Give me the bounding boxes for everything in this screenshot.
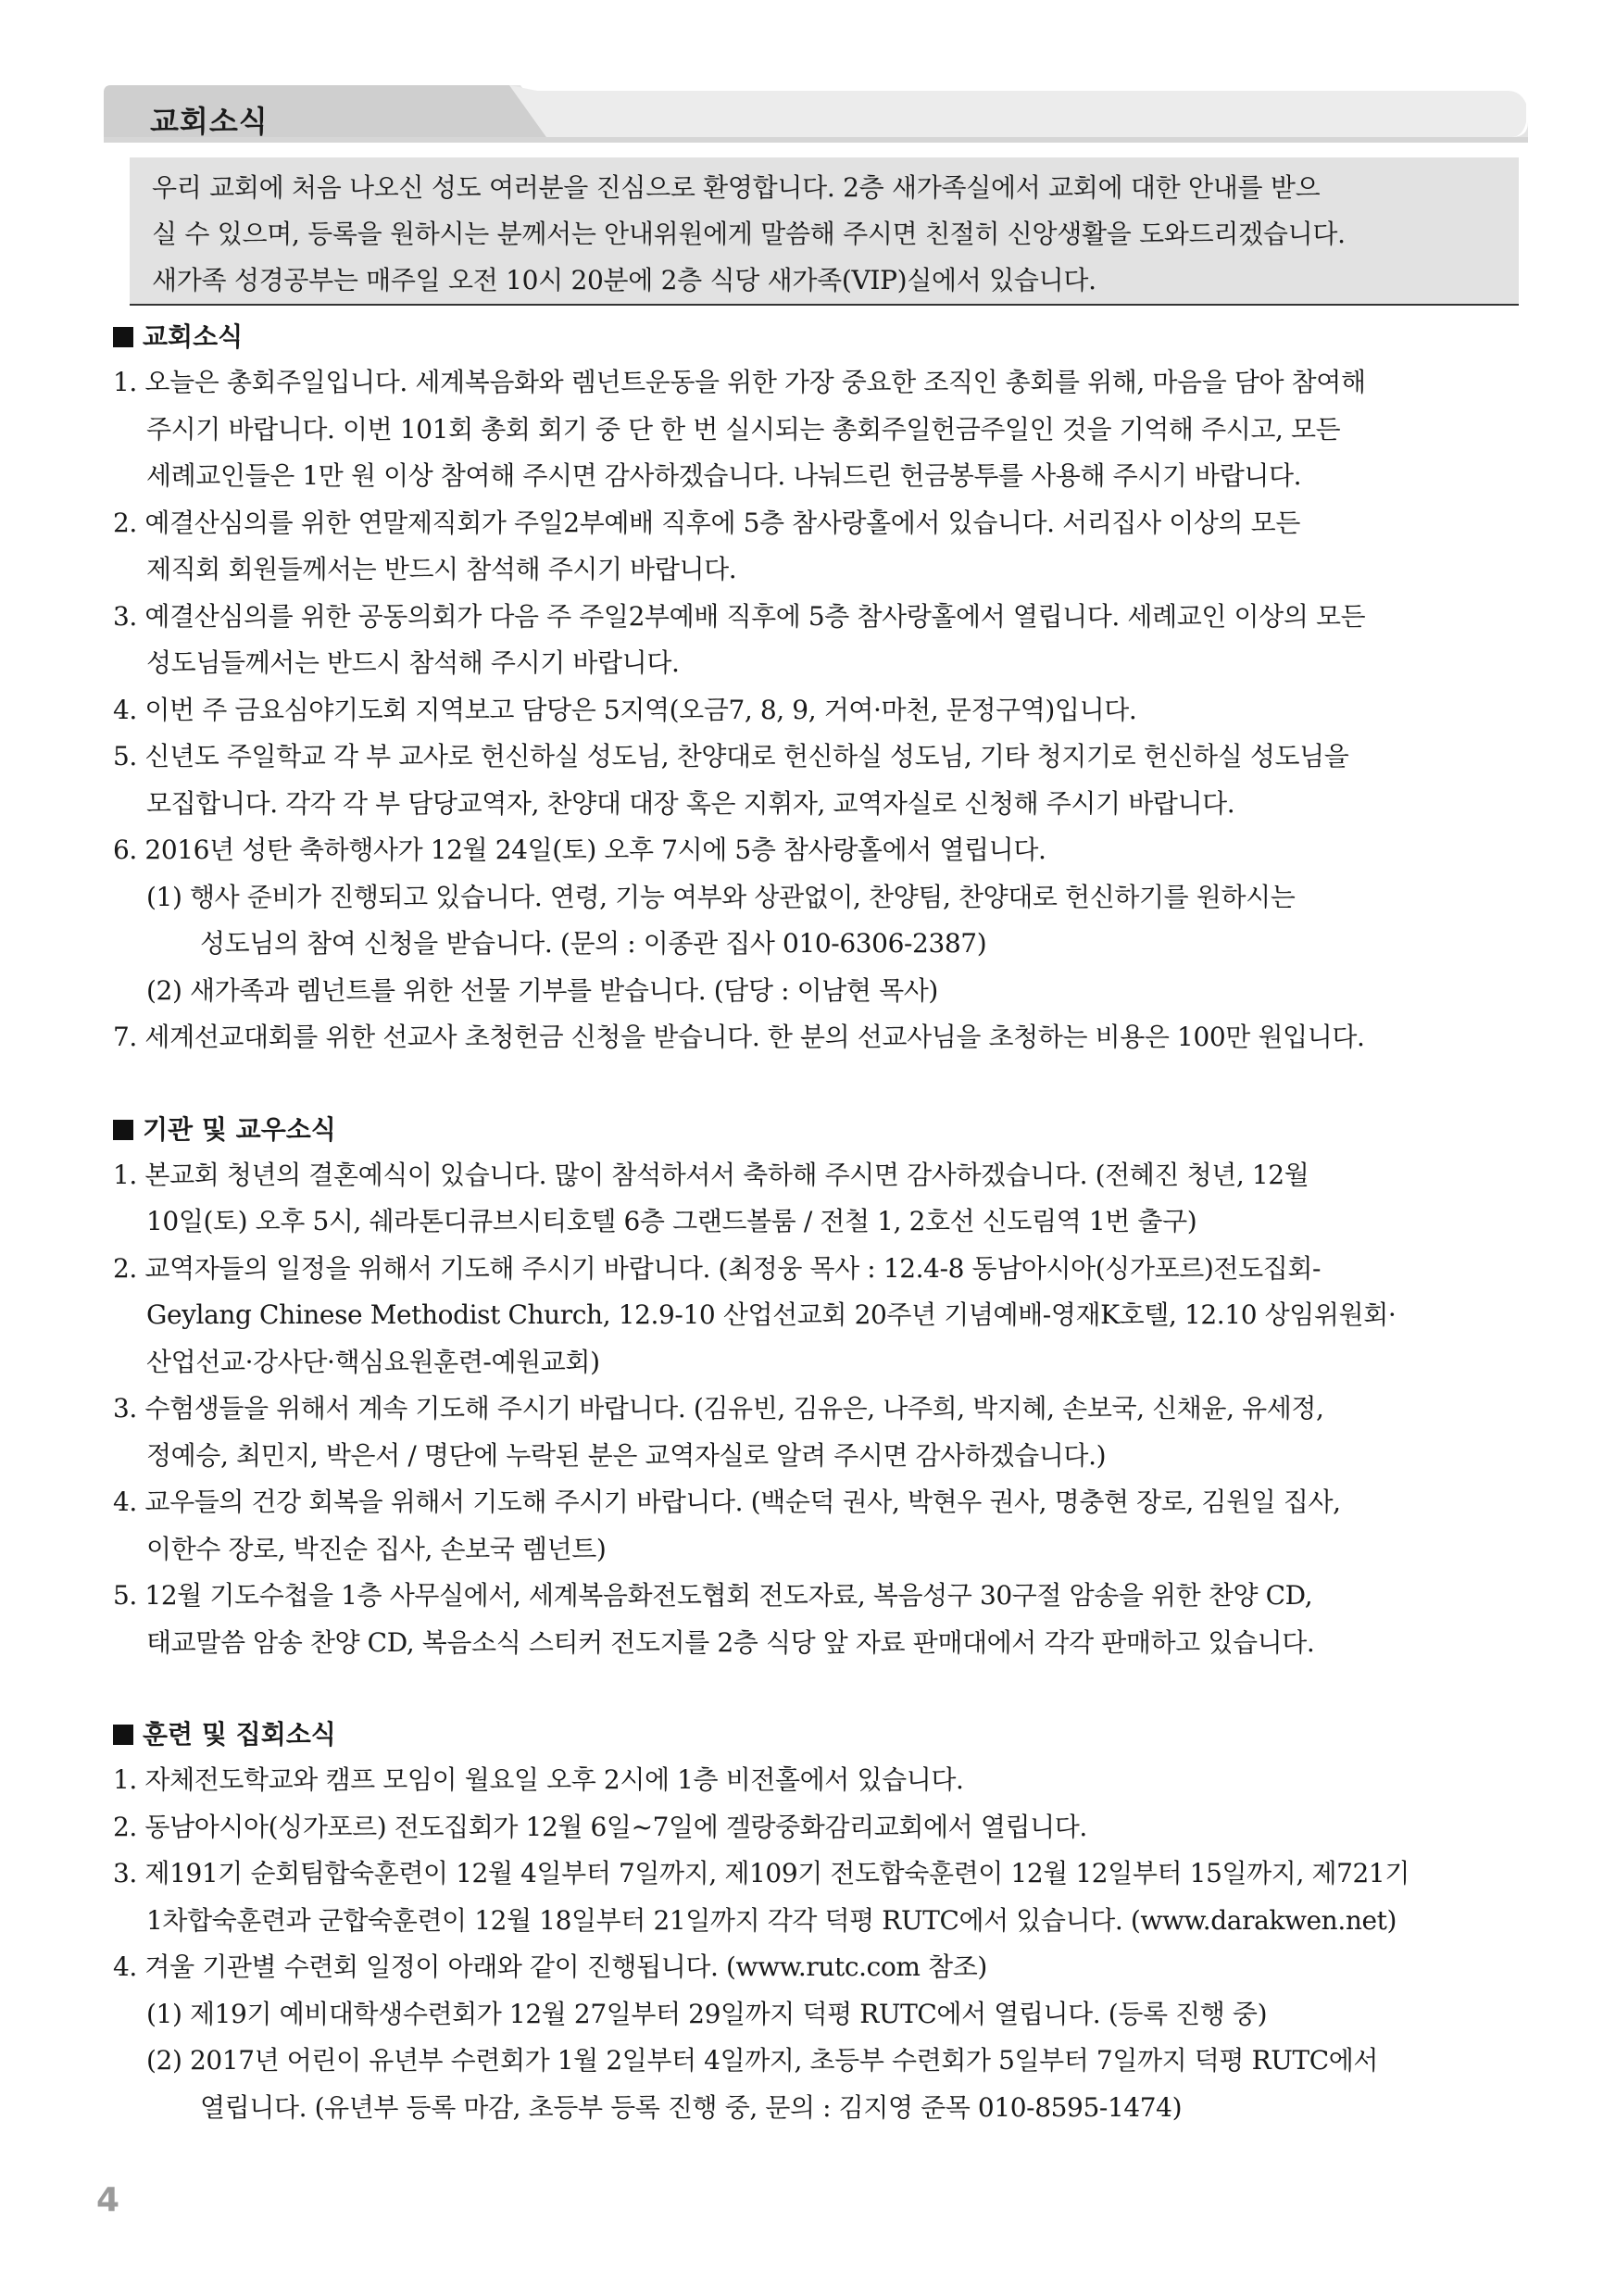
list-item-continuation: 1차합숙훈련과 군합숙훈련이 12월 18일부터 21일까지 각각 덕평 RUTC에서 있습니다. (www.darakwen.net) [146, 1904, 1397, 1936]
section-header-organization-news [113, 1108, 1521, 1152]
list-item: 1. 오늘은 총회주일입니다. 세계복음화와 렘넌트운동을 위한 가장 중요한 조직인 총회를 위해, 마음을 담아 참여해 [113, 367, 1366, 397]
list-item-continuation: 정예승, 최민지, 박은서 / 명단에 누락된 분은 교역자실로 알려 주시면 감사하겠습니다.) [146, 1439, 1107, 1471]
section-tab-header [104, 85, 1528, 148]
tab-shape [104, 85, 1528, 148]
list-item: 6. 2016년 성탄 축하행사가 12월 24일(토) 오후 7시에 5층 참사랑홀에서 열립니다. [113, 834, 1046, 865]
welcome-box [130, 157, 1519, 306]
list-item: 5. 신년도 주일학교 각 부 교사로 헌신하실 성도님, 찬양대로 헌신하실 성도님, 기타 청지기로 헌신하실 성도님을 [113, 741, 1349, 772]
bullet-square-icon [113, 327, 133, 347]
list-item-continuation: 주시기 바랍니다. 이번 101회 총회 회기 중 단 한 번 실시되는 총회주일헌금주일인 것을 기억해 주시고, 모든 [146, 413, 1341, 445]
list-item-continuation: 이한수 장로, 박진순 집사, 손보국 렘넌트) [146, 1533, 607, 1564]
list-item-continuation: 산업선교·강사단·핵심요원훈련-예원교회) [146, 1346, 600, 1377]
list-item: 3. 제191기 순회팀합숙훈련이 12월 4일부터 7일까지, 제109기 전도합숙훈련이 12월 12일부터 15일까지, 제721기 [113, 1858, 1409, 1888]
list-item: 2. 교역자들의 일정을 위해서 기도해 주시기 바랍니다. (최정웅 목사 : 12.4-8 동남아시아(싱가포르)전도집회- [113, 1252, 1322, 1284]
section-title: 기관 및 교우소식 [143, 1113, 336, 1145]
page-title: 교회소식 [150, 104, 269, 139]
list-item-continuation: 세례교인들은 1만 원 이상 참여해 주시면 감사하겠습니다. 나눠드린 헌금봉투를 사용해 주시기 바랍니다. [146, 460, 1302, 491]
section-title: 교회소식 [143, 321, 244, 352]
section-title: 훈련 및 집회소식 [143, 1719, 336, 1750]
section-header-training-news [113, 1713, 1521, 1757]
bullet-square-icon [113, 1120, 133, 1140]
sub-list-item: (2) 2017년 어린이 유년부 수련회가 1월 2일부터 4일까지, 초등부 수련회가 5일부터 7일까지 덕평 RUTC에서 [146, 2045, 1379, 2076]
list-item-continuation: 제직회 회원들께서는 반드시 참석해 주시기 바랍니다. [146, 554, 737, 584]
list-item: 7. 세계선교대회를 위한 선교사 초청헌금 신청을 받습니다. 한 분의 선교사님을 초청하는 비용은 100만 원입니다. [113, 1022, 1365, 1052]
list-item-continuation: 10일(토) 오후 5시, 쉐라톤디큐브시티호텔 6층 그랜드볼룸 / 전철 1, 2호선 신도림역 1번 출구) [146, 1206, 1197, 1236]
sub-list-item: (1) 제19기 예비대학생수련회가 12월 27일부터 29일까지 덕평 RUTC에서 열립니다. (등록 진행 중) [146, 1998, 1268, 2029]
list-item-continuation: 모집합니다. 각각 각 부 담당교역자, 찬양대 대장 혹은 지휘자, 교역자실로 신청해 주시기 바랍니다. [146, 787, 1235, 819]
list-item: 2. 예결산심의를 위한 연말제직회가 주일2부예배 직후에 5층 참사랑홀에서 있습니다. 서리집사 이상의 모든 [113, 507, 1300, 538]
welcome-line: 새가족 성경공부는 매주일 오전 10시 20분에 2층 식당 새가족(VIP)실에서 있습니다. [152, 265, 1096, 295]
list-item-continuation: 태교말씀 암송 찬양 CD, 복음소식 스티커 전도지를 2층 식당 앞 자료 판매대에서 각각 판매하고 있습니다. [146, 1626, 1315, 1658]
welcome-line: 실 수 있으며, 등록을 원하시는 분께서는 안내위원에게 말씀해 주시면 친절히 신앙생활을 도와드리겠습니다. [152, 219, 1346, 249]
sub-list-item-continuation: 성도님의 참여 신청을 받습니다. (문의 : 이종관 집사 010-6306-2387) [200, 928, 987, 959]
sub-list-item: (1) 행사 준비가 진행되고 있습니다. 연령, 기능 여부와 상관없이, 찬양팀, 찬양대로 헌신하기를 원하시는 [146, 881, 1296, 912]
list-item: 4. 교우들의 건강 회복을 위해서 기도해 주시기 바랍니다. (백순덕 권사, 박현우 권사, 명충현 장로, 김원일 집사, [113, 1487, 1341, 1517]
list-item: 3. 수험생들을 위해서 계속 기도해 주시기 바랍니다. (김유빈, 김유은, 나주희, 박지혜, 손보국, 신채윤, 유세정, [113, 1393, 1324, 1424]
welcome-line: 우리 교회에 처음 나오신 성도 여러분을 진심으로 환영합니다. 2층 새가족실에서 교회에 대한 안내를 받으 [152, 172, 1321, 203]
list-item: 2. 동남아시아(싱가포르) 전도집회가 12월 6일~7일에 겔랑중화감리교회에서 열립니다. [113, 1811, 1087, 1842]
list-item: 3. 예결산심의를 위한 공동의회가 다음 주 주일2부예배 직후에 5층 참사랑홀에서 열립니다. 세례교인 이상의 모든 [113, 600, 1366, 632]
list-item-continuation: Geylang Chinese Methodist Church, 12.9-10 산업선교회 20주년 기념예배-영재K호텔, 12.10 상임위원회· [146, 1299, 1397, 1330]
section-header-church-news [113, 315, 1521, 359]
page-number: 4 [96, 2181, 120, 2219]
list-item: 1. 본교회 청년의 결혼예식이 있습니다. 많이 참석하셔서 축하해 주시면 감사하겠습니다. (전혜진 청년, 12월 [113, 1159, 1309, 1190]
list-item: 4. 이번 주 금요심야기도회 지역보고 담당은 5지역(오금7, 8, 9, 거여·마천, 문정구역)입니다. [113, 694, 1137, 725]
list-item: 5. 12월 기도수첩을 1층 사무실에서, 세계복음화전도협회 전도자료, 복음성구 30구절 암송을 위한 찬양 CD, [113, 1580, 1313, 1611]
sub-list-item: (2) 새가족과 렘넌트를 위한 선물 기부를 받습니다. (담당 : 이남현 목사) [146, 974, 938, 1006]
main-content [113, 315, 1521, 2131]
bullet-square-icon [113, 1725, 133, 1745]
list-item: 4. 겨울 기관별 수련회 일정이 아래와 같이 진행됩니다. (www.rutc.com 참조) [113, 1951, 987, 1982]
list-item-continuation: 성도님들께서는 반드시 참석해 주시기 바랍니다. [146, 647, 680, 678]
sub-list-item-continuation: 열립니다. (유년부 등록 마감, 초등부 등록 진행 중, 문의 : 김지영 준목 010-8595-1474) [200, 2091, 1183, 2123]
list-item: 1. 자체전도학교와 캠프 모임이 월요일 오후 2시에 1층 비전홀에서 있습니다. [113, 1764, 964, 1795]
